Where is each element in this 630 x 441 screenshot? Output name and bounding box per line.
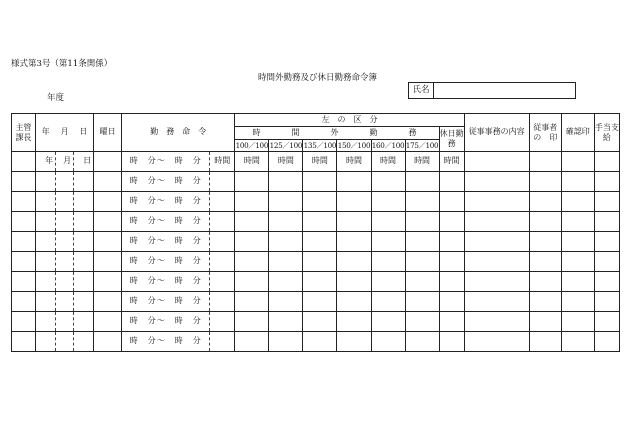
header-weekday: 曜日: [94, 114, 122, 152]
manager-cell[interactable]: [12, 152, 36, 172]
hours-cell[interactable]: [269, 332, 303, 352]
hours-cell[interactable]: [235, 312, 269, 332]
hours-cell[interactable]: [269, 292, 303, 312]
header-allowance: 手当支給: [594, 114, 619, 152]
weekday-cell[interactable]: [94, 192, 122, 212]
hours-cell[interactable]: [269, 252, 303, 272]
hours-cell[interactable]: [269, 232, 303, 252]
day-cell[interactable]: [74, 232, 94, 252]
hours-cell[interactable]: [235, 232, 269, 252]
hours-cell[interactable]: [337, 292, 371, 312]
manager-cell[interactable]: [12, 232, 36, 252]
fiscal-year-label: 年度: [47, 93, 65, 103]
year-cell[interactable]: [36, 272, 56, 292]
header-overtime: 時 間 外 勤 務: [235, 127, 439, 140]
hours-cell[interactable]: [235, 332, 269, 352]
confirm-seal-cell[interactable]: [561, 212, 594, 232]
table-row: [12, 292, 620, 312]
header-holiday-work: 休日勤務: [439, 127, 464, 152]
form-number: 様式第3号（第11条関係）: [11, 59, 113, 69]
hours-cell[interactable]: 時間: [439, 152, 464, 172]
weekday-cell[interactable]: [94, 272, 122, 292]
hours-cell[interactable]: [235, 212, 269, 232]
duty-hours-cell[interactable]: [210, 292, 235, 312]
work-content-cell[interactable]: [464, 192, 529, 212]
worker-seal-cell[interactable]: [529, 192, 561, 212]
worker-seal-cell[interactable]: [529, 332, 561, 352]
allowance-cell[interactable]: [594, 232, 619, 252]
hours-cell[interactable]: 時間: [405, 152, 439, 172]
worker-seal-cell[interactable]: [529, 252, 561, 272]
hours-cell[interactable]: [439, 232, 464, 252]
day-cell[interactable]: [74, 252, 94, 272]
table-row: [12, 172, 620, 192]
name-field[interactable]: [435, 83, 573, 98]
allowance-cell[interactable]: [594, 292, 619, 312]
month-cell[interactable]: [56, 192, 74, 212]
day-cell[interactable]: [74, 312, 94, 332]
rate-160: 160／100: [371, 140, 405, 150]
hours-cell[interactable]: [405, 312, 439, 332]
year-cell[interactable]: [36, 292, 56, 312]
duty-hours-cell[interactable]: [210, 172, 235, 192]
day-cell[interactable]: [74, 212, 94, 232]
hours-cell[interactable]: [405, 232, 439, 252]
hours-cell[interactable]: [405, 192, 439, 212]
hours-cell[interactable]: [303, 232, 337, 252]
table-row: [12, 152, 620, 172]
hours-cell[interactable]: [337, 272, 371, 292]
worker-seal-cell[interactable]: [529, 152, 561, 172]
duty-time-cell[interactable]: 時 分〜 時 分: [122, 192, 210, 212]
hours-cell[interactable]: [371, 312, 405, 332]
worker-seal-cell[interactable]: [529, 272, 561, 292]
name-box: [408, 82, 576, 99]
hours-cell[interactable]: [439, 172, 464, 192]
duty-hours-cell[interactable]: [210, 232, 235, 252]
confirm-seal-cell[interactable]: [561, 172, 594, 192]
work-content-cell[interactable]: [464, 252, 529, 272]
confirm-seal-cell[interactable]: [561, 272, 594, 292]
confirm-seal-cell[interactable]: [561, 152, 594, 172]
hours-cell[interactable]: [337, 332, 371, 352]
work-content-cell[interactable]: [464, 152, 529, 172]
hours-cell[interactable]: [269, 192, 303, 212]
month-cell[interactable]: [56, 272, 74, 292]
manager-cell[interactable]: [12, 272, 36, 292]
header-manager: 主管課長: [12, 114, 36, 152]
year-cell[interactable]: [36, 252, 56, 272]
duty-time-cell[interactable]: 時 分〜 時 分: [122, 172, 210, 192]
duty-time-cell[interactable]: 時 分〜 時 分: [122, 332, 210, 352]
manager-cell[interactable]: [12, 312, 36, 332]
hours-cell[interactable]: [439, 252, 464, 272]
hours-cell[interactable]: [371, 192, 405, 212]
rate-135: 135／100: [303, 140, 337, 150]
confirm-seal-cell[interactable]: [561, 192, 594, 212]
day-cell[interactable]: [74, 172, 94, 192]
hours-cell[interactable]: [235, 252, 269, 272]
duty-time-cell[interactable]: 時 分〜 時 分: [122, 212, 210, 232]
day-cell[interactable]: [74, 292, 94, 312]
hours-cell[interactable]: [337, 252, 371, 272]
allowance-cell[interactable]: [594, 312, 619, 332]
confirm-seal-cell[interactable]: [561, 332, 594, 352]
hours-cell[interactable]: [235, 292, 269, 312]
year-cell[interactable]: [36, 172, 56, 192]
hours-cell[interactable]: [405, 272, 439, 292]
year-cell[interactable]: [36, 212, 56, 232]
hours-cell[interactable]: [303, 252, 337, 272]
confirm-seal-cell[interactable]: [561, 312, 594, 332]
confirm-seal-cell[interactable]: [561, 232, 594, 252]
weekday-cell[interactable]: [94, 292, 122, 312]
hours-cell[interactable]: [371, 212, 405, 232]
day-cell[interactable]: [74, 192, 94, 212]
allowance-cell[interactable]: [594, 152, 619, 172]
table-row: [12, 212, 620, 232]
worker-seal-cell[interactable]: [529, 172, 561, 192]
month-cell[interactable]: [56, 252, 74, 272]
table-row: [12, 232, 620, 252]
month-cell[interactable]: [56, 232, 74, 252]
work-content-cell[interactable]: [464, 212, 529, 232]
duty-hours-cell[interactable]: [210, 312, 235, 332]
duty-hours-cell[interactable]: 時間: [210, 152, 235, 172]
duty-time-cell[interactable]: 時 分〜 時 分: [122, 152, 210, 172]
allowance-cell[interactable]: [594, 212, 619, 232]
duty-time-cell[interactable]: 時 分〜 時 分: [122, 272, 210, 292]
day-cell[interactable]: [74, 332, 94, 352]
hours-cell[interactable]: [269, 212, 303, 232]
duty-order-table: [11, 113, 620, 352]
table-row: [12, 312, 620, 332]
duty-time-cell[interactable]: 時 分〜 時 分: [122, 312, 210, 332]
hours-cell[interactable]: 時間: [303, 152, 337, 172]
hours-cell[interactable]: [439, 312, 464, 332]
hours-cell[interactable]: [303, 212, 337, 232]
hours-cell[interactable]: [235, 272, 269, 292]
rate-125: 125／100: [269, 140, 303, 150]
month-cell[interactable]: [56, 292, 74, 312]
header-breakdown: 左 の 区 分: [235, 114, 464, 127]
hours-cell[interactable]: [439, 192, 464, 212]
worker-seal-cell[interactable]: [529, 312, 561, 332]
hours-cell[interactable]: [439, 292, 464, 312]
manager-cell[interactable]: [12, 212, 36, 232]
month-cell[interactable]: [56, 312, 74, 332]
table-row: [12, 192, 620, 212]
month-cell[interactable]: [56, 332, 74, 352]
allowance-cell[interactable]: [594, 272, 619, 292]
header-duty-order: 勤 務 命 令: [122, 114, 235, 152]
name-label: 氏名: [409, 83, 434, 98]
header-worker-seal: 従事者の 印: [529, 114, 561, 152]
table-row: [12, 332, 620, 352]
year-cell[interactable]: [36, 312, 56, 332]
duty-hours-cell[interactable]: [210, 192, 235, 212]
hours-cell[interactable]: [337, 232, 371, 252]
year-cell[interactable]: [36, 232, 56, 252]
hours-cell[interactable]: [337, 172, 371, 192]
month-cell[interactable]: 月: [56, 152, 74, 172]
hours-cell[interactable]: [303, 332, 337, 352]
header-month: 月: [56, 114, 74, 152]
work-content-cell[interactable]: [464, 332, 529, 352]
work-content-cell[interactable]: [464, 172, 529, 192]
allowance-cell[interactable]: [594, 332, 619, 352]
duty-hours-cell[interactable]: [210, 332, 235, 352]
hours-cell[interactable]: [269, 272, 303, 292]
year-cell[interactable]: [36, 192, 56, 212]
hours-cell[interactable]: [269, 172, 303, 192]
work-content-cell[interactable]: [464, 312, 529, 332]
day-cell[interactable]: [74, 272, 94, 292]
weekday-cell[interactable]: [94, 212, 122, 232]
rate-175: 175／100: [405, 140, 439, 150]
manager-cell[interactable]: [12, 332, 36, 352]
hours-cell[interactable]: [405, 252, 439, 272]
month-cell[interactable]: [56, 172, 74, 192]
rate-100: 100／100: [235, 140, 269, 150]
hours-cell[interactable]: [303, 312, 337, 332]
confirm-seal-cell[interactable]: [561, 292, 594, 312]
hours-cell[interactable]: [371, 332, 405, 352]
work-content-cell[interactable]: [464, 272, 529, 292]
manager-cell[interactable]: [12, 292, 36, 312]
hours-cell[interactable]: [235, 172, 269, 192]
hours-cell[interactable]: [371, 232, 405, 252]
hours-cell[interactable]: [405, 212, 439, 232]
weekday-cell[interactable]: [94, 152, 122, 172]
table-row: [12, 252, 620, 272]
duty-time-cell[interactable]: 時 分〜 時 分: [122, 292, 210, 312]
hours-cell[interactable]: [337, 312, 371, 332]
weekday-cell[interactable]: [94, 312, 122, 332]
hours-cell[interactable]: [337, 212, 371, 232]
hours-cell[interactable]: 時間: [235, 152, 269, 172]
work-content-cell[interactable]: [464, 292, 529, 312]
hours-cell[interactable]: [303, 292, 337, 312]
hours-cell[interactable]: [439, 212, 464, 232]
year-cell[interactable]: 年: [36, 152, 56, 172]
manager-cell[interactable]: [12, 172, 36, 192]
duty-hours-cell[interactable]: [210, 252, 235, 272]
hours-cell[interactable]: [439, 332, 464, 352]
header-year: 年: [36, 114, 56, 152]
allowance-cell[interactable]: [594, 252, 619, 272]
hours-cell[interactable]: [303, 192, 337, 212]
hours-cell[interactable]: 時間: [269, 152, 303, 172]
duty-hours-cell[interactable]: [210, 212, 235, 232]
weekday-cell[interactable]: [94, 332, 122, 352]
table-row: [12, 272, 620, 292]
allowance-cell[interactable]: [594, 172, 619, 192]
rate-150: 150／100: [337, 140, 371, 150]
duty-time-cell[interactable]: 時 分〜 時 分: [122, 252, 210, 272]
hours-cell[interactable]: [269, 312, 303, 332]
work-content-cell[interactable]: [464, 232, 529, 252]
hours-cell[interactable]: [303, 272, 337, 292]
weekday-cell[interactable]: [94, 252, 122, 272]
hours-cell[interactable]: [405, 292, 439, 312]
worker-seal-cell[interactable]: [529, 232, 561, 252]
form-title: 時間外勤務及び休日勤務命令簿: [258, 73, 378, 83]
hours-cell[interactable]: [303, 172, 337, 192]
duty-hours-cell[interactable]: [210, 272, 235, 292]
confirm-seal-cell[interactable]: [561, 252, 594, 272]
weekday-cell[interactable]: [94, 232, 122, 252]
header-day: 日: [74, 114, 94, 152]
allowance-cell[interactable]: [594, 192, 619, 212]
hours-cell[interactable]: [337, 192, 371, 212]
month-cell[interactable]: [56, 212, 74, 232]
hours-cell[interactable]: [235, 192, 269, 212]
hours-cell[interactable]: [371, 252, 405, 272]
year-cell[interactable]: [36, 332, 56, 352]
hours-cell[interactable]: 時間: [337, 152, 371, 172]
hours-cell[interactable]: [405, 172, 439, 192]
hours-cell[interactable]: [371, 292, 405, 312]
manager-cell[interactable]: [12, 192, 36, 212]
hours-cell[interactable]: [405, 332, 439, 352]
day-cell[interactable]: 日: [74, 152, 94, 172]
header-work-content: 従事事務の内容: [464, 114, 529, 152]
hours-cell[interactable]: [439, 272, 464, 292]
hours-cell[interactable]: [371, 272, 405, 292]
duty-time-cell[interactable]: 時 分〜 時 分: [122, 232, 210, 252]
header-confirm-seal: 確認印: [561, 114, 594, 152]
worker-seal-cell[interactable]: [529, 292, 561, 312]
weekday-cell[interactable]: [94, 172, 122, 192]
hours-cell[interactable]: 時間: [371, 152, 405, 172]
hours-cell[interactable]: [371, 172, 405, 192]
worker-seal-cell[interactable]: [529, 212, 561, 232]
manager-cell[interactable]: [12, 252, 36, 272]
